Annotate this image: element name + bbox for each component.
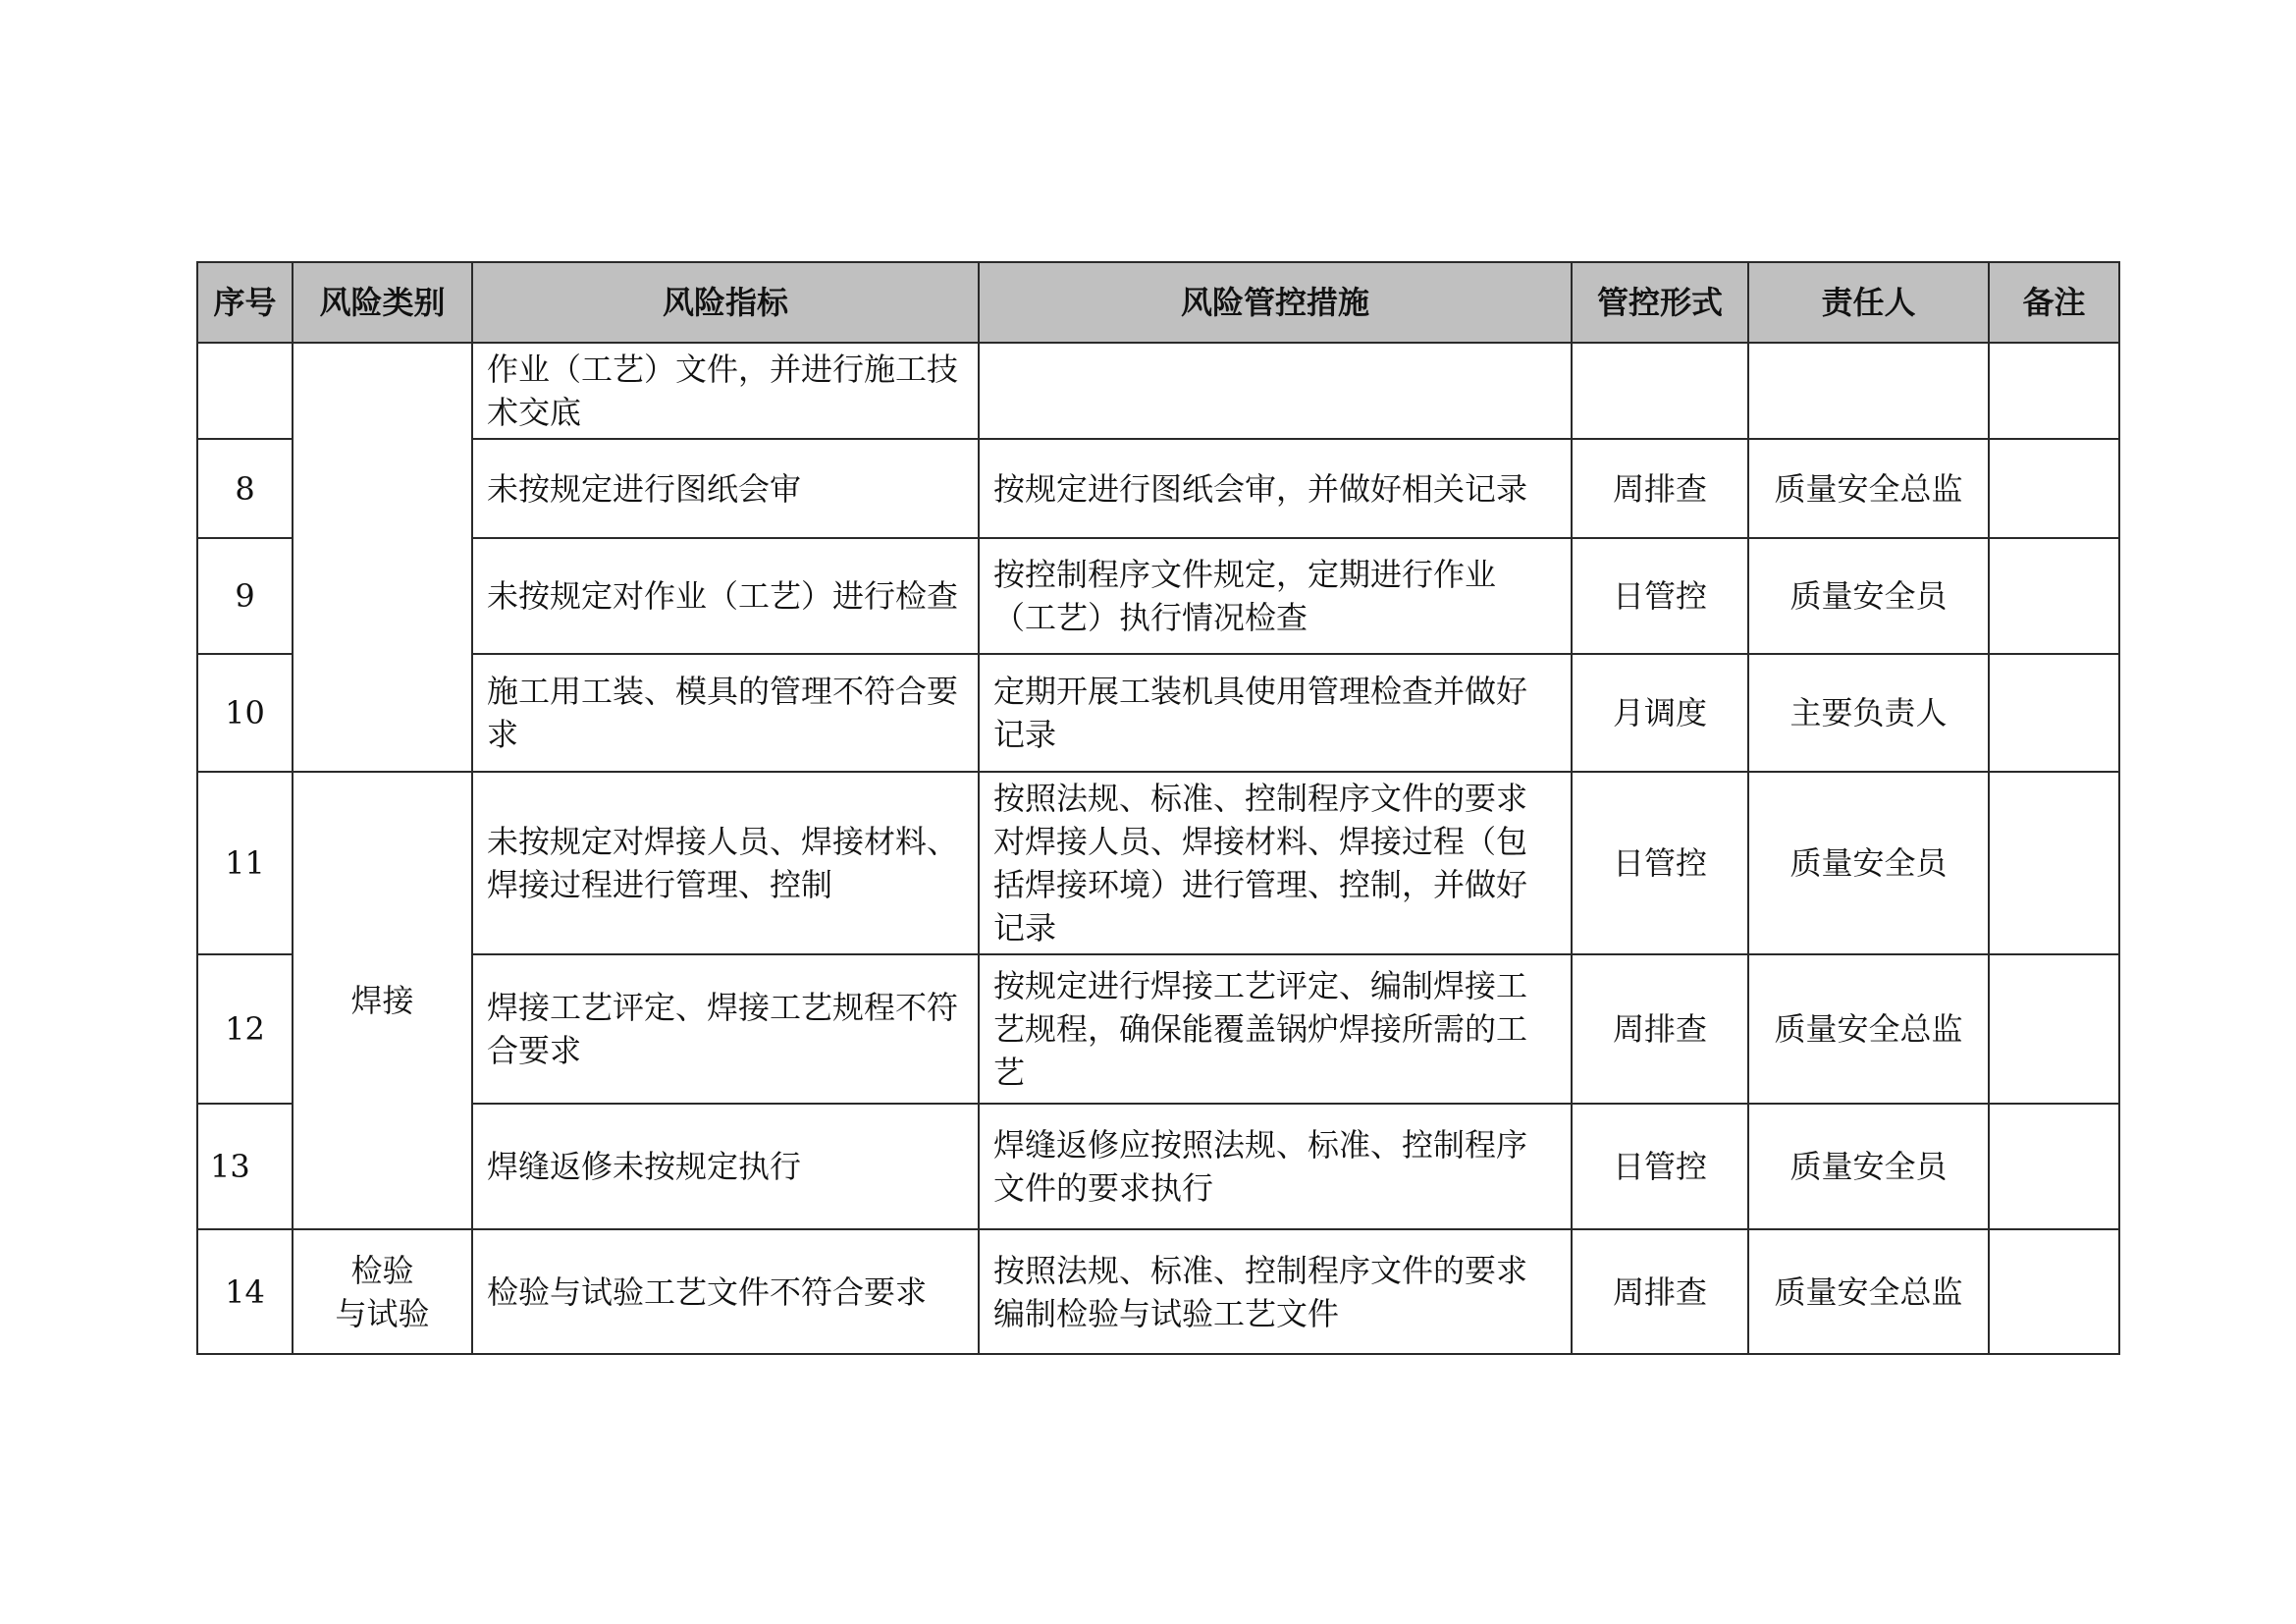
row-measure: 按规定进行图纸会审，并做好相关记录	[979, 439, 1572, 538]
row-indicator: 作业（工艺）文件，并进行施工技术交底	[472, 343, 979, 439]
row-indicator: 未按规定对作业（工艺）进行检查	[472, 538, 979, 654]
row-remark	[1989, 772, 2119, 954]
row-form: 周排查	[1572, 1229, 1748, 1354]
row-person: 质量安全员	[1748, 772, 1989, 954]
row-remark	[1989, 343, 2119, 439]
row-remark	[1989, 538, 2119, 654]
header-indicator: 风险指标	[472, 262, 979, 343]
table-row	[197, 1229, 2119, 1354]
row-form: 日管控	[1572, 1104, 1748, 1229]
row-no: 10	[197, 654, 293, 772]
row-measure: 按控制程序文件规定，定期进行作业（工艺）执行情况检查	[979, 538, 1572, 654]
row-person: 质量安全员	[1748, 1104, 1989, 1229]
table-row	[197, 343, 2119, 439]
table-row	[197, 654, 2119, 772]
row-indicator: 施工用工装、模具的管理不符合要求	[472, 654, 979, 772]
header-form: 管控形式	[1572, 262, 1748, 343]
row-indicator: 未按规定对焊接人员、焊接材料、焊接过程进行管理、控制	[472, 772, 979, 954]
category-welding: 焊接	[293, 772, 472, 1229]
category-inspection-line1: 检验	[350, 1251, 414, 1289]
header-remark: 备注	[1989, 262, 2119, 343]
row-no: 9	[197, 538, 293, 654]
row-person: 质量安全总监	[1748, 1229, 1989, 1354]
row-measure: 定期开展工装机具使用管理检查并做好记录	[979, 654, 1572, 772]
table-row	[197, 538, 2119, 654]
row-person: 质量安全总监	[1748, 439, 1989, 538]
row-person: 质量安全员	[1748, 538, 1989, 654]
header-measure: 风险管控措施	[979, 262, 1572, 343]
category-inspection-line2: 与试验	[335, 1294, 430, 1332]
row-remark	[1989, 439, 2119, 538]
table-header-row	[197, 262, 2119, 343]
header-category: 风险类别	[293, 262, 472, 343]
table-row	[197, 772, 2119, 954]
header-no: 序号	[197, 262, 293, 343]
row-no	[197, 343, 293, 439]
row-no: 13	[197, 1104, 293, 1229]
risk-control-table	[196, 261, 2120, 1355]
row-form: 月调度	[1572, 654, 1748, 772]
row-remark	[1989, 954, 2119, 1104]
header-person: 责任人	[1748, 262, 1989, 343]
row-person	[1748, 343, 1989, 439]
table-row	[197, 1104, 2119, 1229]
row-remark	[1989, 654, 2119, 772]
table-row	[197, 439, 2119, 538]
row-indicator: 焊缝返修未按规定执行	[472, 1104, 979, 1229]
row-indicator: 焊接工艺评定、焊接工艺规程不符合要求	[472, 954, 979, 1104]
row-no: 8	[197, 439, 293, 538]
row-no: 11	[197, 772, 293, 954]
row-measure: 焊缝返修应按照法规、标准、控制程序文件的要求执行	[979, 1104, 1572, 1229]
row-measure: 按照法规、标准、控制程序文件的要求对焊接人员、焊接材料、焊接过程（包括焊接环境）进行管理、控制，并做好记录	[979, 772, 1572, 954]
row-indicator: 检验与试验工艺文件不符合要求	[472, 1229, 979, 1354]
row-form: 周排查	[1572, 439, 1748, 538]
row-no: 14	[197, 1229, 293, 1354]
row-form: 日管控	[1572, 538, 1748, 654]
category-cell-continued	[293, 343, 472, 772]
row-measure: 按照法规、标准、控制程序文件的要求编制检验与试验工艺文件	[979, 1229, 1572, 1354]
category-inspection	[293, 1229, 472, 1354]
row-person: 质量安全总监	[1748, 954, 1989, 1104]
row-indicator: 未按规定进行图纸会审	[472, 439, 979, 538]
row-measure: 按规定进行焊接工艺评定、编制焊接工艺规程，确保能覆盖锅炉焊接所需的工艺	[979, 954, 1572, 1104]
row-remark	[1989, 1104, 2119, 1229]
row-form: 周排查	[1572, 954, 1748, 1104]
row-remark	[1989, 1229, 2119, 1354]
row-person: 主要负责人	[1748, 654, 1989, 772]
table-row	[197, 954, 2119, 1104]
row-measure	[979, 343, 1572, 439]
row-no: 12	[197, 954, 293, 1104]
row-form	[1572, 343, 1748, 439]
row-form: 日管控	[1572, 772, 1748, 954]
